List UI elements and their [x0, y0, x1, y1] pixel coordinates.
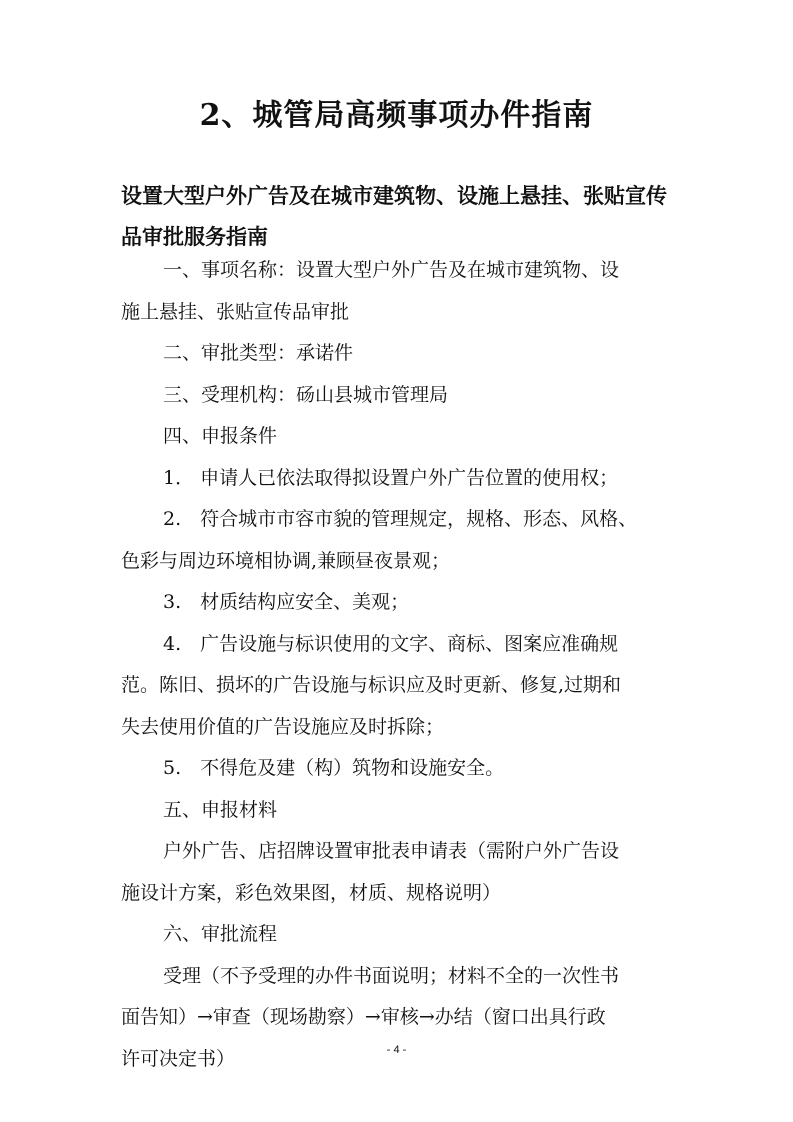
body-line: 户外广告、店招牌设置审批表申请表（需附户外广告设	[163, 840, 620, 862]
body-line: 施上悬挂、张贴宣传品审批	[121, 300, 350, 323]
body-line: 三、受理机构：砀山县城市管理局	[163, 383, 449, 406]
body-line: 3. 材质结构应安全、美观；	[163, 591, 410, 613]
body-line: 色彩与周边环境相协调,兼顾昼夜景观；	[121, 549, 451, 572]
body-line: 2. 符合城市市容市貌的管理规定，规格、形态、风格、	[163, 508, 638, 530]
body-line: 施设计方案，彩色效果图，材质、规格说明）	[121, 881, 502, 904]
body-line: 5. 不得危及建（构）筑物和设施安全。	[163, 757, 505, 779]
document-title: 2、城管局高频事项办件指南	[199, 98, 594, 133]
section-heading	[121, 176, 681, 258]
section-heading-line: 设置大型户外广告及在城市建筑物、设施上悬挂、张贴宣传	[121, 184, 667, 208]
body-text	[121, 250, 681, 1080]
body-line: 范。陈旧、损坏的广告设施与标识应及时更新、修复,过期和	[121, 674, 622, 696]
body-line: 四、申报条件	[163, 425, 278, 447]
body-line: 1． 申请人已依法取得拟设置户外广告位置的使用权；	[163, 466, 619, 489]
body-line: 一、事项名称：设置大型户外广告及在城市建筑物、设	[163, 259, 620, 281]
body-line: 二、审批类型：承诺件	[163, 342, 354, 364]
page-number: - 4 -	[386, 1044, 407, 1056]
body-line: 受理（不予受理的办件书面说明；材料不全的一次性书	[163, 964, 620, 987]
body-line: 失去使用价值的广告设施应及时拆除；	[121, 715, 445, 738]
body-line: 五、申报材料	[163, 798, 278, 821]
body-line: 六、审批流程	[163, 923, 278, 945]
body-line: 许可决定书）	[121, 1047, 236, 1070]
body-line: 面告知）→审查（现场勘察）→审核→办结（窗口出具行政	[121, 1006, 606, 1028]
section-heading-line: 品审批服务指南	[121, 225, 268, 249]
body-line: 4. 广告设施与标识使用的文字、商标、图案应准确规	[163, 632, 619, 655]
